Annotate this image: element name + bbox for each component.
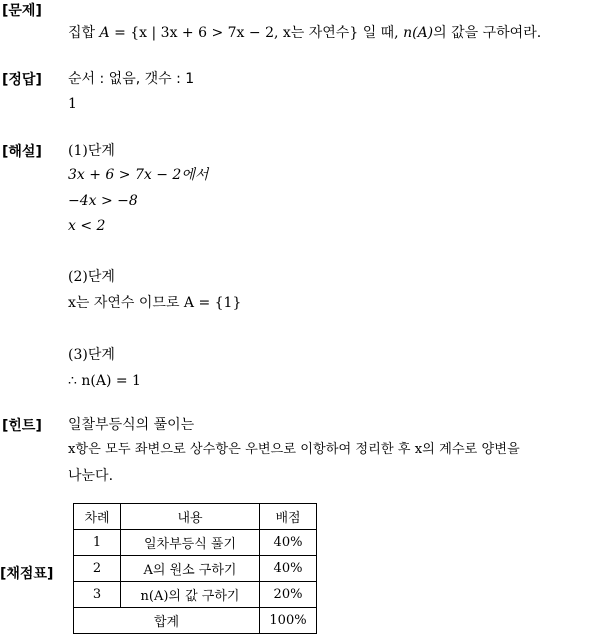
solution-label: [해설] [2,144,42,160]
answer-label: [정답] [2,72,42,88]
table-row [74,582,317,608]
hint-label: [힌트] [2,418,42,434]
solution-line-5: x는 자연수 이므로 A = {1} [68,295,242,311]
scoring-label: [채점표] [0,566,54,582]
solution-step3-title: (3)단계 [68,347,115,363]
hint-line-1: 일찰부등식의 풀이는 [68,417,195,433]
hint-line-2: x항은 모두 좌변으로 상수항은 우변으로 이항하여 정리한 후 x의 계수로 양변을 [68,442,520,457]
header-order: 차례 [74,504,121,530]
table-row [74,530,317,556]
problem-set-body: = {x | 3x + 6 > 7x − 2, x는 자연수} 일 때, [109,25,404,41]
row-content: A의 원소 구하기 [121,556,260,582]
total-label: 합계 [74,608,260,634]
table-total-row [74,608,317,634]
row-content: 일차부등식 풀기 [121,530,260,556]
row-no: 1 [74,530,121,556]
row-score: 20% [260,582,317,608]
row-content: n(A)의 값 구하기 [121,582,260,608]
header-score: 배점 [260,504,317,530]
solution-line-7: ∴ n(A) = 1 [68,373,141,389]
solution-line-1: 3x + 6 > 7x − 2에서 [68,167,209,183]
problem-label: [문제] [2,3,42,19]
problem-set-name: A [99,25,110,41]
scoring-table [73,503,317,634]
answer-meta: 순서 : 없음, 갯수 : 1 [68,71,195,87]
problem-text [68,24,541,42]
solution-step2-title: (2)단계 [68,269,115,285]
row-no: 2 [74,556,121,582]
header-content: 내용 [121,504,260,530]
row-no: 3 [74,582,121,608]
problem-query: n(A) [403,25,434,41]
row-score: 40% [260,556,317,582]
row-score: 40% [260,530,317,556]
answer-value: 1 [68,96,77,112]
total-score: 100% [260,608,317,634]
problem-pre: 집합 [68,25,100,41]
solution-step1-title: (1)단계 [68,143,115,159]
solution-line-3: x < 2 [68,218,106,234]
table-row [74,556,317,582]
problem-post: 의 값을 구하여라. [433,25,542,41]
solution-line-2: −4x > −8 [68,193,138,209]
hint-line-3: 나눈다. [68,468,114,484]
table-header-row [74,504,317,530]
